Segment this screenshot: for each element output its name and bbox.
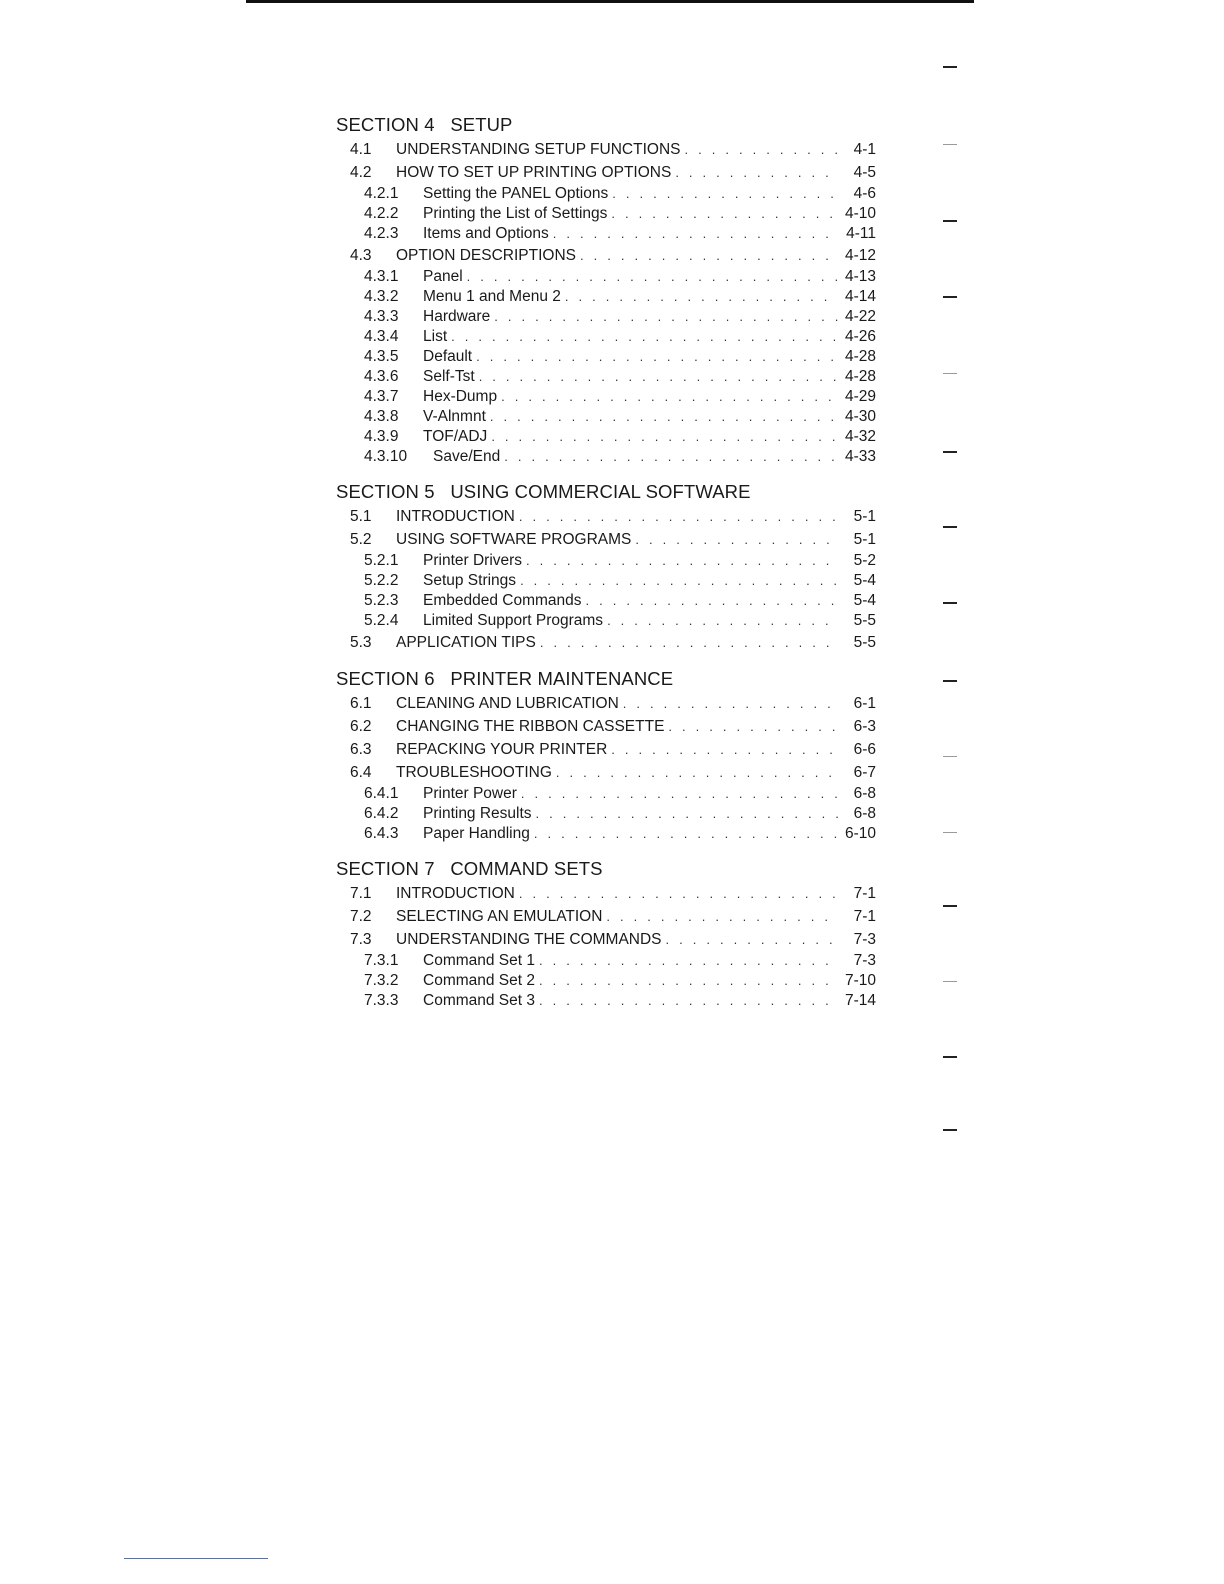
entry-title: Limited Support Programs	[423, 612, 604, 629]
entry-number: 5.2.4	[364, 612, 399, 629]
dot-leader	[684, 138, 838, 161]
entry-number: 4.3.7	[364, 388, 399, 405]
toc-entry[interactable]	[336, 715, 876, 738]
entry-number: 4.3.1	[364, 268, 399, 285]
entry-number: 5.2.2	[364, 572, 399, 589]
toc-entry[interactable]	[336, 991, 876, 1011]
dot-leader	[556, 761, 838, 784]
entry-page: 5-1	[853, 508, 876, 525]
entry-page: 4-22	[844, 308, 876, 325]
toc-entry[interactable]	[336, 971, 876, 991]
toc-entry[interactable]	[336, 138, 876, 161]
section-title: SETUP	[450, 114, 513, 135]
entry-title: APPLICATION TIPS	[396, 634, 536, 651]
entry-page: 6-7	[853, 764, 876, 781]
entry-page: 4-6	[853, 185, 876, 202]
entry-number: 6.4	[350, 764, 372, 781]
entry-title: Command Set 3	[423, 992, 535, 1009]
dot-leader	[540, 631, 838, 654]
entry-page: 6-8	[853, 785, 876, 802]
toc-entry[interactable]	[336, 905, 876, 928]
entry-page: 4-1	[853, 141, 876, 158]
entry-title: Embedded Commands	[423, 592, 582, 609]
entry-title: Menu 1 and Menu 2	[423, 288, 561, 305]
dot-leader	[607, 611, 838, 631]
entry-page: 6-3	[853, 718, 876, 735]
entry-page: 7-14	[844, 992, 876, 1009]
toc-entry[interactable]	[336, 505, 876, 528]
entry-page: 5-5	[853, 612, 876, 629]
dot-leader	[521, 784, 838, 804]
dot-leader	[520, 571, 838, 591]
entry-title: USING SOFTWARE PROGRAMS	[396, 531, 632, 548]
entry-number: 4.3.9	[364, 428, 399, 445]
entry-title: Items and Options	[423, 225, 549, 242]
toc-entry[interactable]	[336, 307, 876, 327]
toc-entry[interactable]	[336, 528, 876, 551]
entry-page: 7-3	[853, 931, 876, 948]
entry-page: 4-12	[844, 247, 876, 264]
entry-title: Printer Power	[423, 785, 517, 802]
margin-tick	[943, 1056, 957, 1058]
margin-tick	[943, 905, 957, 907]
entry-title: Setup Strings	[423, 572, 517, 589]
margin-tick	[943, 220, 957, 222]
margin-tick	[943, 756, 957, 757]
toc-entry[interactable]	[336, 551, 876, 571]
toc-entry[interactable]	[336, 571, 876, 591]
entry-title: UNDERSTANDING SETUP FUNCTIONS	[396, 141, 681, 158]
margin-ticks	[940, 0, 960, 1584]
dot-leader	[504, 447, 838, 467]
entry-page: 4-30	[844, 408, 876, 425]
entry-number: 6.2	[350, 718, 372, 735]
entry-number: 4.3.2	[364, 288, 399, 305]
dot-leader	[611, 738, 838, 761]
entry-page: 5-1	[853, 531, 876, 548]
entry-title: INTRODUCTION	[396, 508, 515, 525]
dot-leader	[623, 692, 838, 715]
toc-entry[interactable]	[336, 447, 876, 467]
entry-title: Save/End	[433, 448, 501, 465]
entry-page: 7-3	[853, 952, 876, 969]
entry-page: 4-28	[844, 348, 876, 365]
section-number: 6	[424, 668, 435, 689]
entry-title: TOF/ADJ	[423, 428, 488, 445]
entry-page: 5-2	[853, 552, 876, 569]
toc-entry[interactable]	[336, 804, 876, 824]
toc-entry[interactable]	[336, 928, 876, 951]
margin-tick	[943, 451, 957, 453]
section-label: SECTION	[336, 114, 419, 135]
section-number: 4	[424, 114, 435, 135]
entry-page: 4-14	[844, 288, 876, 305]
entry-title: List	[423, 328, 448, 345]
entry-title: Printing the List of Settings	[423, 205, 608, 222]
dot-leader	[612, 184, 838, 204]
entry-title: HOW TO SET UP PRINTING OPTIONS	[396, 164, 672, 181]
dot-leader	[565, 287, 838, 307]
entry-page: 4-11	[846, 225, 876, 242]
entry-number: 5.3	[350, 634, 372, 651]
toc-entry[interactable]	[336, 611, 876, 631]
entry-title: CLEANING AND LUBRICATION	[396, 695, 619, 712]
dot-leader	[476, 347, 838, 367]
dot-leader	[467, 267, 838, 287]
margin-tick	[943, 981, 957, 982]
dot-leader	[494, 307, 838, 327]
entry-title: OPTION DESCRIPTIONS	[396, 247, 576, 264]
entry-title: SELECTING AN EMULATION	[396, 908, 603, 925]
margin-tick	[943, 66, 957, 68]
entry-page: 4-29	[844, 388, 876, 405]
dot-leader	[526, 551, 838, 571]
toc-entry[interactable]	[336, 387, 876, 407]
toc-entry[interactable]	[336, 591, 876, 611]
entry-number: 6.3	[350, 741, 372, 758]
entry-number: 4.3.5	[364, 348, 399, 365]
dot-leader	[606, 905, 838, 928]
dot-leader	[539, 991, 838, 1011]
entry-title: Setting the PANEL Options	[423, 185, 609, 202]
entry-number: 5.2	[350, 531, 372, 548]
section-heading	[336, 112, 876, 138]
entry-number: 6.4.1	[364, 785, 399, 802]
dot-leader	[534, 824, 838, 844]
entry-page: 6-6	[853, 741, 876, 758]
entry-number: 4.2.2	[364, 205, 399, 222]
toc-entry[interactable]	[336, 407, 876, 427]
entry-page: 4-26	[844, 328, 876, 345]
entry-number: 5.2.1	[364, 552, 399, 569]
entry-number: 5.1	[350, 508, 372, 525]
entry-number: 7.3	[350, 931, 372, 948]
toc-entry[interactable]	[336, 347, 876, 367]
entry-title: Hardware	[423, 308, 491, 325]
entry-page: 5-4	[853, 572, 876, 589]
margin-tick	[943, 1129, 957, 1131]
dot-leader	[501, 387, 838, 407]
entry-title: Paper Handling	[423, 825, 530, 842]
entry-page: 4-5	[853, 164, 876, 181]
dot-leader	[668, 715, 838, 738]
entry-title: Default	[423, 348, 473, 365]
section-heading	[336, 479, 876, 505]
dot-leader	[586, 591, 838, 611]
dot-leader	[635, 528, 838, 551]
bottom-rule	[124, 1558, 268, 1559]
margin-tick	[943, 526, 957, 528]
margin-tick	[943, 680, 957, 682]
entry-number: 4.3.3	[364, 308, 399, 325]
entry-title: TROUBLESHOOTING	[396, 764, 552, 781]
toc-entry[interactable]	[336, 761, 876, 784]
toc-entry[interactable]	[336, 427, 876, 447]
dot-leader	[519, 882, 838, 905]
entry-title: INTRODUCTION	[396, 885, 515, 902]
entry-number: 6.4.2	[364, 805, 399, 822]
entry-number: 7.1	[350, 885, 372, 902]
section-title: USING COMMERCIAL SOFTWARE	[450, 481, 751, 502]
entry-title: Self-Tst	[423, 368, 475, 385]
dot-leader	[451, 327, 838, 347]
dot-leader	[491, 427, 838, 447]
dot-leader	[580, 244, 838, 267]
margin-tick	[943, 144, 957, 145]
entry-number: 4.1	[350, 141, 372, 158]
toc-entry[interactable]	[336, 784, 876, 804]
entry-number: 7.3.1	[364, 952, 399, 969]
entry-page: 4-32	[844, 428, 876, 445]
entry-number: 4.2.3	[364, 225, 399, 242]
entry-number: 5.2.3	[364, 592, 399, 609]
entry-number: 4.3	[350, 247, 372, 264]
entry-page: 7-10	[844, 972, 876, 989]
entry-title: UNDERSTANDING THE COMMANDS	[396, 931, 662, 948]
dot-leader	[539, 951, 838, 971]
toc-entry[interactable]	[336, 184, 876, 204]
entry-title: V-Alnmnt	[423, 408, 486, 425]
margin-tick	[943, 832, 957, 833]
dot-leader	[536, 804, 838, 824]
entry-page: 4-33	[844, 448, 876, 465]
entry-title: REPACKING YOUR PRINTER	[396, 741, 608, 758]
toc-entry[interactable]	[336, 882, 876, 905]
entry-number: 6.1	[350, 695, 372, 712]
entry-page: 4-28	[844, 368, 876, 385]
entry-page: 7-1	[853, 885, 876, 902]
section-number: 7	[424, 858, 435, 879]
toc-entry[interactable]	[336, 951, 876, 971]
entry-number: 4.3.4	[364, 328, 399, 345]
toc-entry[interactable]	[336, 327, 876, 347]
toc-entry[interactable]	[336, 224, 876, 244]
dot-leader	[490, 407, 838, 427]
toc-entry[interactable]	[336, 824, 876, 844]
entry-page: 6-8	[853, 805, 876, 822]
entry-page: 4-10	[844, 205, 876, 222]
entry-title: Printing Results	[423, 805, 532, 822]
entry-page: 4-13	[844, 268, 876, 285]
entry-number: 7.3.2	[364, 972, 399, 989]
entry-title: Printer Drivers	[423, 552, 523, 569]
toc-entry[interactable]	[336, 267, 876, 287]
top-rule	[246, 0, 974, 3]
entry-page: 6-1	[853, 695, 876, 712]
entry-number: 7.3.3	[364, 992, 399, 1009]
toc-entry[interactable]	[336, 692, 876, 715]
entry-title: Hex-Dump	[423, 388, 498, 405]
entry-number: 4.3.10	[364, 448, 408, 465]
entry-number: 7.2	[350, 908, 372, 925]
toc-entry[interactable]	[336, 244, 876, 267]
section-label: SECTION	[336, 481, 419, 502]
toc-entry[interactable]	[336, 204, 876, 224]
dot-leader	[553, 224, 838, 244]
entry-number: 4.3.8	[364, 408, 399, 425]
toc-entry[interactable]	[336, 287, 876, 307]
table-of-contents	[336, 112, 876, 1011]
margin-tick	[943, 296, 957, 298]
section-heading	[336, 666, 876, 692]
dot-leader	[519, 505, 838, 528]
section-title: COMMAND SETS	[450, 858, 603, 879]
dot-leader	[611, 204, 838, 224]
entry-page: 5-4	[853, 592, 876, 609]
margin-tick	[943, 373, 957, 374]
toc-entry[interactable]	[336, 161, 876, 184]
entry-title: CHANGING THE RIBBON CASSETTE	[396, 718, 665, 735]
margin-tick	[943, 602, 957, 604]
dot-leader	[479, 367, 838, 387]
entry-number: 6.4.3	[364, 825, 399, 842]
section-label: SECTION	[336, 668, 419, 689]
toc-entry[interactable]	[336, 367, 876, 387]
section-title: PRINTER MAINTENANCE	[450, 668, 674, 689]
toc-entry[interactable]	[336, 631, 876, 654]
section-number: 5	[424, 481, 435, 502]
entry-number: 4.3.6	[364, 368, 399, 385]
entry-title: Command Set 1	[423, 952, 535, 969]
entry-number: 4.2.1	[364, 185, 399, 202]
entry-page: 7-1	[853, 908, 876, 925]
entry-page: 6-10	[844, 825, 876, 842]
entry-title: Command Set 2	[423, 972, 535, 989]
entry-page: 5-5	[853, 634, 876, 651]
dot-leader	[666, 928, 838, 951]
toc-entry[interactable]	[336, 738, 876, 761]
dot-leader	[675, 161, 838, 184]
dot-leader	[539, 971, 838, 991]
entry-number: 4.2	[350, 164, 372, 181]
entry-title: Panel	[423, 268, 463, 285]
section-label: SECTION	[336, 858, 419, 879]
section-heading	[336, 856, 876, 882]
